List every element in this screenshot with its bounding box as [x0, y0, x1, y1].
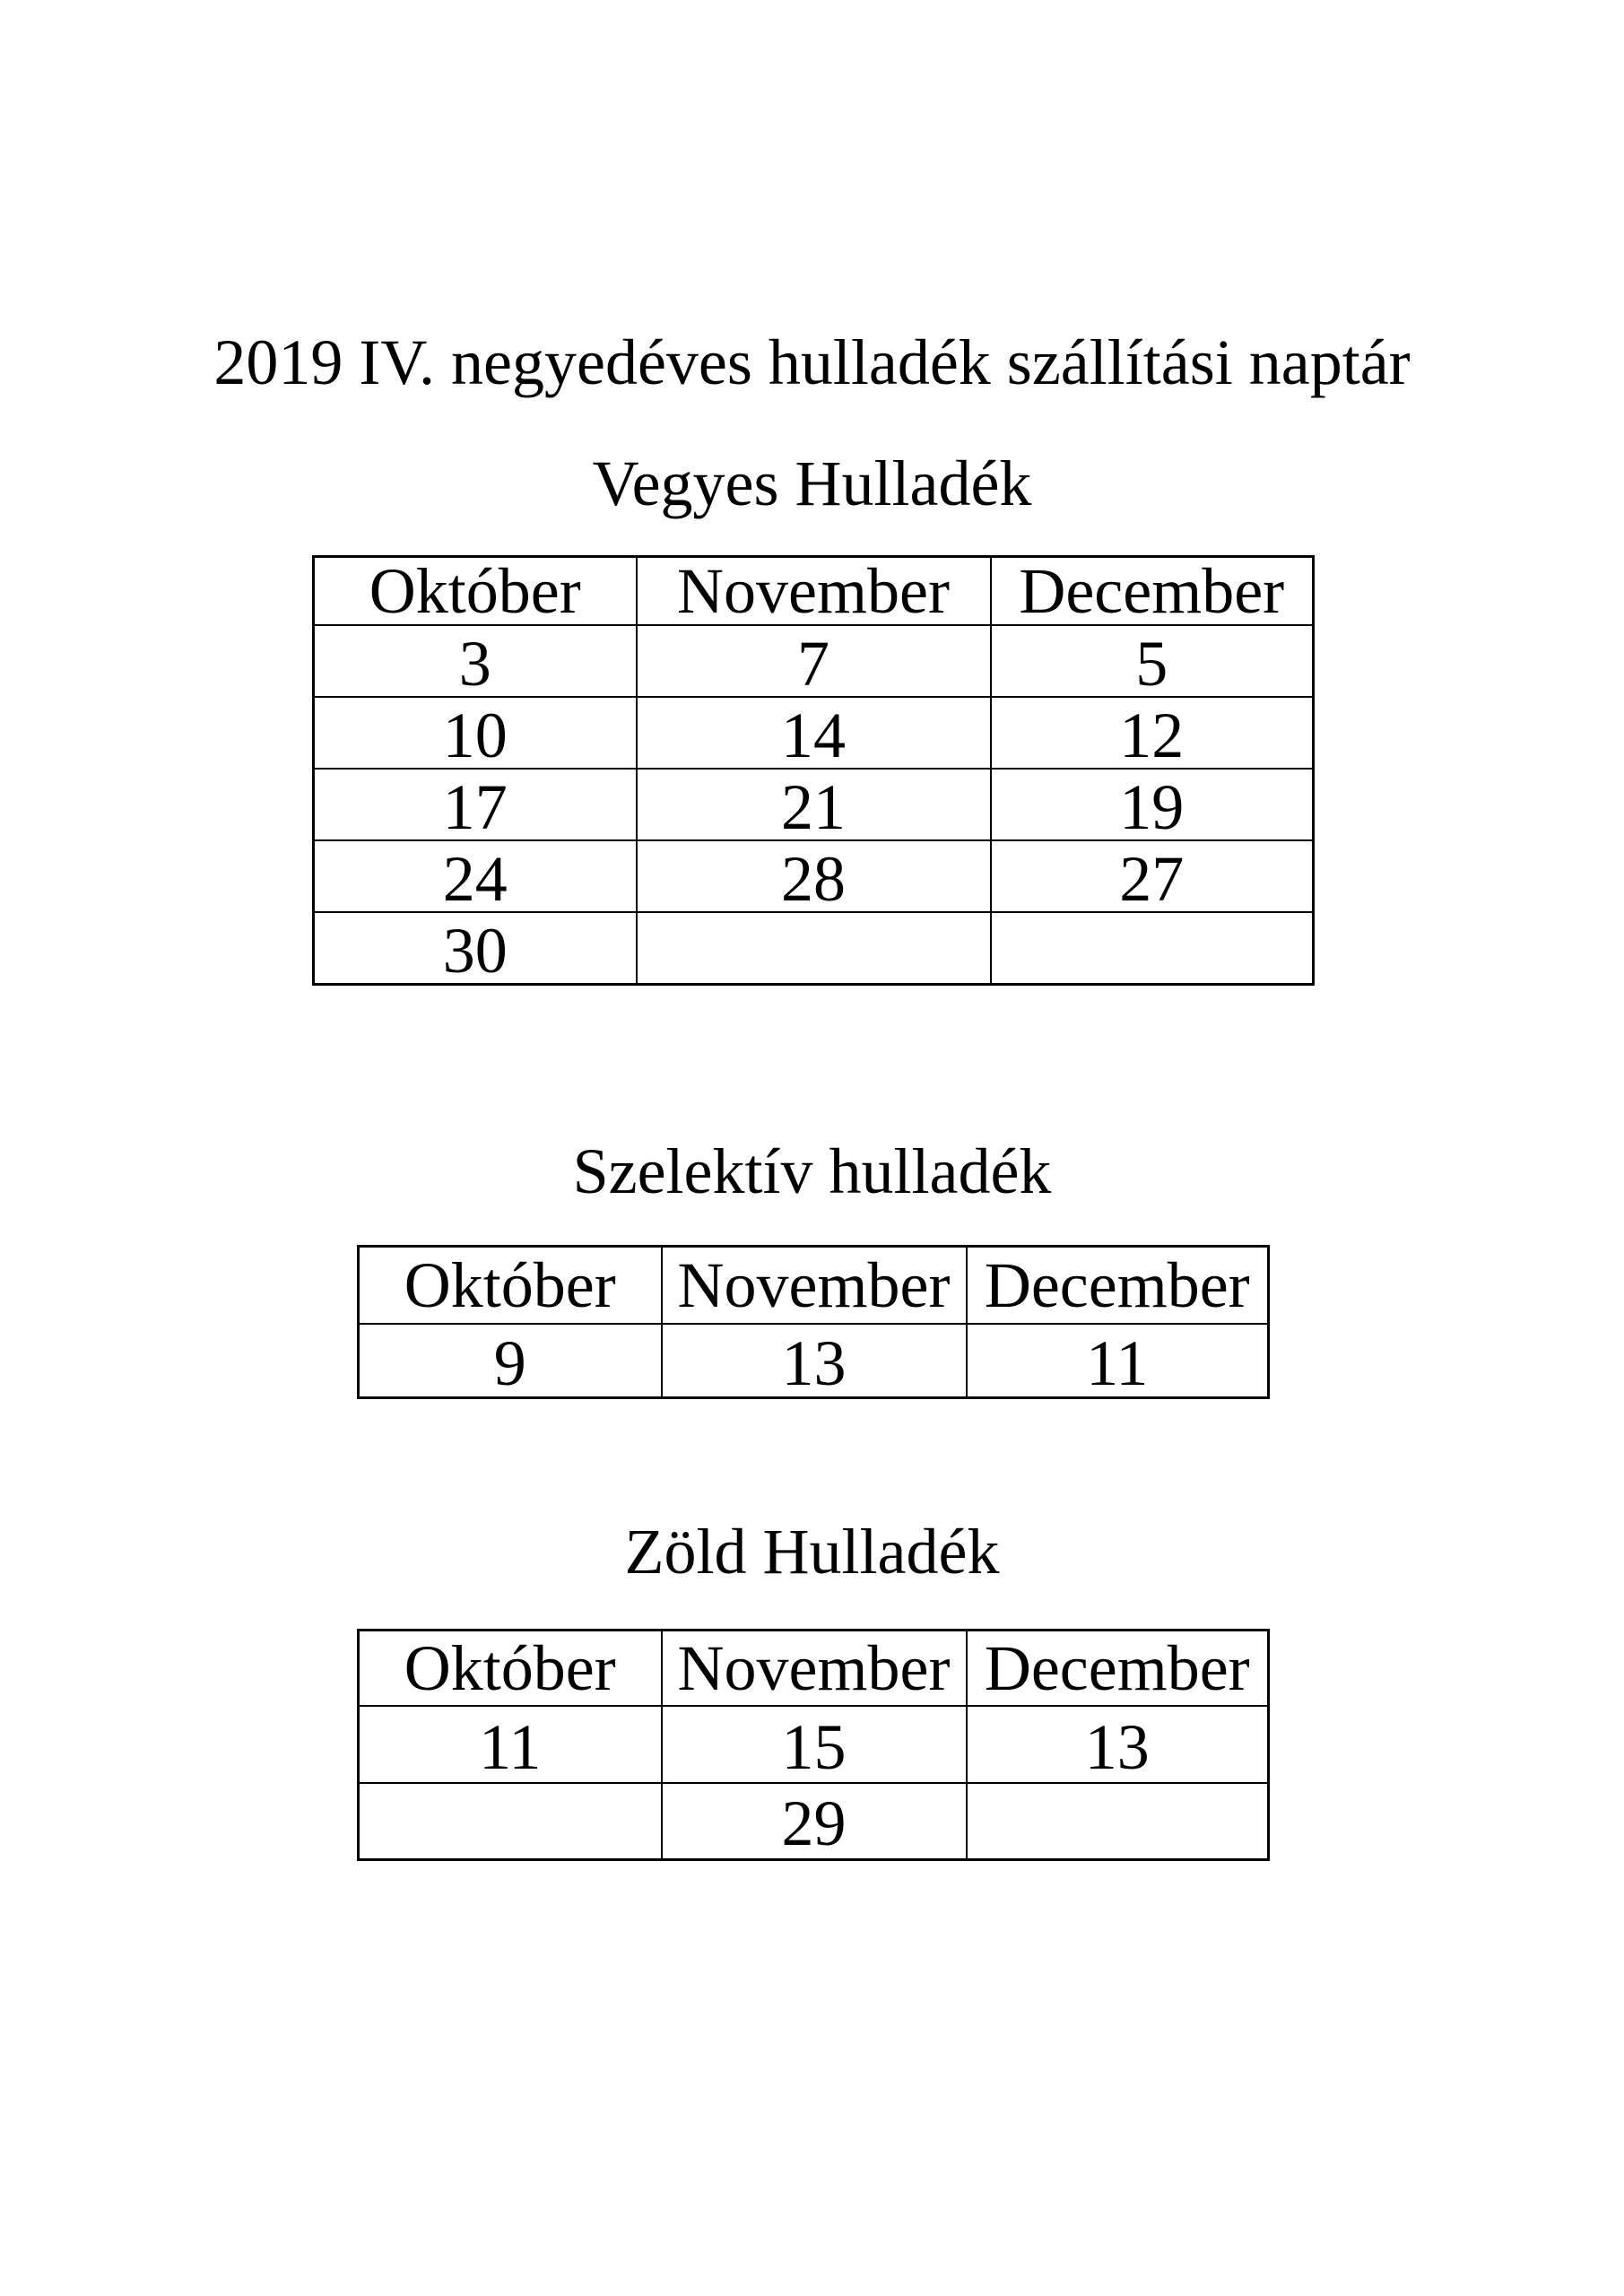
date-cell: 12 [991, 697, 1314, 769]
table-row [314, 697, 1314, 769]
date-cell: 9 [359, 1324, 662, 1398]
date-cell [359, 1783, 662, 1860]
date-cell: 13 [967, 1706, 1269, 1783]
column-header-december: December [967, 1631, 1269, 1706]
table-row [359, 1324, 1269, 1398]
date-cell [967, 1783, 1269, 1860]
column-header-oktober: Október [359, 1631, 662, 1706]
date-cell: 5 [991, 625, 1314, 697]
date-cell: 17 [314, 769, 637, 840]
column-header-oktober: Október [314, 557, 637, 625]
date-cell: 3 [314, 625, 637, 697]
table-row [314, 912, 1314, 985]
date-cell: 19 [991, 769, 1314, 840]
section-heading-vegyes: Vegyes Hulladék [592, 448, 1032, 519]
column-header-november: November [637, 557, 991, 625]
date-cell: 13 [662, 1324, 967, 1398]
zold-hulladek-table [357, 1629, 1270, 1861]
date-cell [991, 912, 1314, 985]
column-header-november: November [662, 1631, 967, 1706]
date-cell: 27 [991, 840, 1314, 912]
szelektiv-hulladek-table [357, 1245, 1270, 1399]
table-header-row [314, 557, 1314, 625]
section-heading-zold: Zöld Hulladék [624, 1516, 1000, 1587]
column-header-december: December [991, 557, 1314, 625]
date-cell: 10 [314, 697, 637, 769]
date-cell: 7 [637, 625, 991, 697]
table-header-row [359, 1631, 1269, 1706]
date-cell: 14 [637, 697, 991, 769]
column-header-oktober: Október [359, 1247, 662, 1324]
date-cell: 30 [314, 912, 637, 985]
table-row [359, 1783, 1269, 1860]
date-cell: 29 [662, 1783, 967, 1860]
table-row [359, 1706, 1269, 1783]
vegyes-hulladek-table [312, 555, 1315, 986]
table-row [314, 840, 1314, 912]
date-cell: 11 [359, 1706, 662, 1783]
date-cell: 28 [637, 840, 991, 912]
table-header-row [359, 1247, 1269, 1324]
page-title: 2019 IV. negyedéves hulladék szállítási naptár [213, 326, 1411, 398]
table-row [314, 625, 1314, 697]
date-cell: 21 [637, 769, 991, 840]
date-cell: 11 [967, 1324, 1269, 1398]
section-heading-szelektiv: Szelektív hulladék [572, 1135, 1052, 1207]
date-cell: 24 [314, 840, 637, 912]
column-header-december: December [967, 1247, 1269, 1324]
column-header-november: November [662, 1247, 967, 1324]
date-cell: 15 [662, 1706, 967, 1783]
table-row [314, 769, 1314, 840]
date-cell [637, 912, 991, 985]
